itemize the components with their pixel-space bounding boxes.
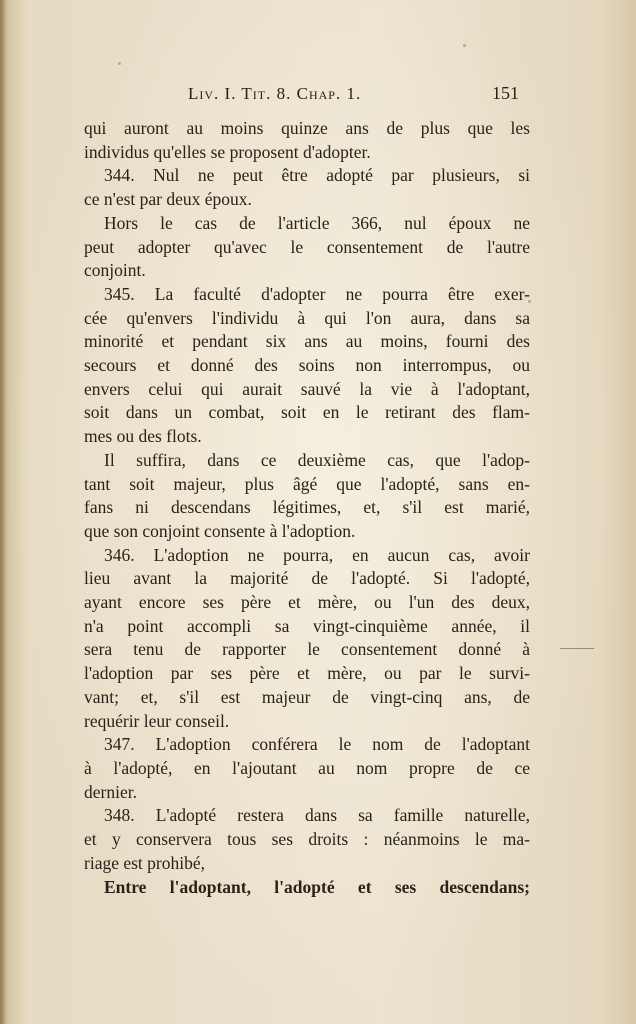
text-line: requérir leur conseil.: [84, 710, 230, 731]
text-line: l'adoption par ses père et mère, ou par le survi-: [84, 663, 530, 684]
paper-speck: [463, 44, 466, 47]
text-line: Il suffira, dans ce deuxième cas, que l'adop-: [104, 449, 530, 470]
text-line: 348. L'adopté restera dans sa famille naturelle,: [104, 805, 530, 826]
text-line: individus qu'elles se proposent d'adopter.: [84, 141, 371, 162]
text-line: Hors le cas de l'article 366, nul époux ne: [104, 212, 530, 233]
paper-speck: [118, 62, 121, 65]
text-line: et y conservera tous ses droits : néanmoins le ma-: [84, 829, 530, 850]
text-line: que son conjoint consente à l'adoption.: [84, 520, 356, 541]
text-line: Entre l'adoptant, l'adopté et ses descendans;: [104, 876, 530, 897]
text-line: à l'adopté, en l'ajoutant au nom propre de ce: [84, 757, 530, 778]
text-line: vant; et, s'il est majeur de vingt-cinq ans, de: [84, 686, 530, 707]
text-line: 344. Nul ne peut être adopté par plusieurs, si: [104, 165, 530, 186]
text-line: lieu avant la majorité de l'adopté. Si l'adopté,: [84, 568, 530, 589]
text-line: peut adopter qu'avec le consentement de l'autre: [84, 236, 530, 257]
text-line: 345. La faculté d'adopter ne pourra être exer-: [104, 283, 530, 304]
body-text: [84, 117, 530, 899]
text-line: secours et donné des soins non interrompus, ou: [84, 355, 530, 376]
text-line: cée qu'envers l'individu à qui l'on aura, dans sa: [84, 307, 530, 328]
text-line: fans ni descendans légitimes, et, s'il est marié,: [84, 497, 530, 518]
text-line: tant soit majeur, plus âgé que l'adopté, sans en-: [84, 473, 530, 494]
text-line: ce n'est par deux époux.: [84, 189, 252, 210]
running-head: Liv. I. Tit. 8. Chap. 1.: [188, 84, 362, 103]
text-line: soit dans un combat, soit en le retirant des flam-: [84, 402, 530, 423]
text-line: ayant encore ses père et mère, ou l'un des deux,: [84, 592, 530, 613]
margin-mark: [560, 648, 594, 649]
text-line: envers celui qui aurait sauvé la vie à l'adoptant,: [84, 378, 530, 399]
text-line: n'a point accompli sa vingt-cinquième année, il: [84, 615, 530, 636]
page-header: [0, 80, 636, 110]
text-line: 346. L'adoption ne pourra, en aucun cas, avoir: [104, 544, 530, 565]
text-line: qui auront au moins quinze ans de plus que les: [84, 118, 530, 138]
text-line: mes ou des flots.: [84, 426, 202, 447]
text-line: conjoint.: [84, 260, 146, 281]
text-line: sera tenu de rapporter le consentement donné à: [84, 639, 530, 660]
page-gutter-shadow: [0, 0, 6, 1024]
text-line: dernier.: [84, 781, 137, 802]
text-line: riage est prohibé,: [84, 852, 205, 873]
paper-speck: [528, 300, 531, 303]
text-line: 347. L'adoption conférera le nom de l'adoptant: [104, 734, 530, 755]
page-number: 151: [492, 83, 519, 103]
text-line: minorité et pendant six ans au moins, fourni des: [84, 331, 530, 352]
